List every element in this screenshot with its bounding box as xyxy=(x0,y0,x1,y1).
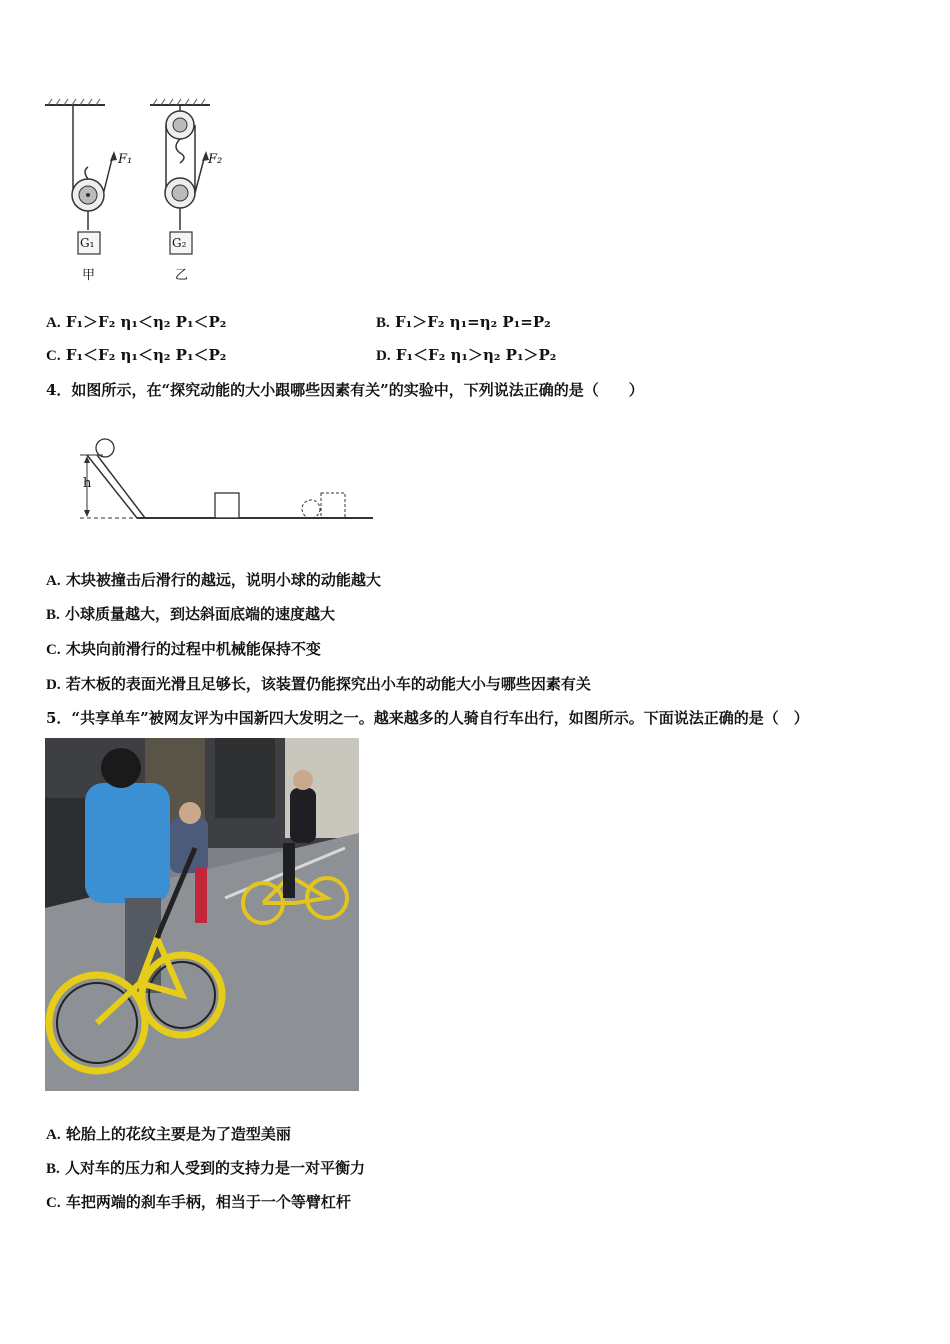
force-label-left: F₁ xyxy=(118,152,133,167)
q3-option-b[interactable]: B. F₁＞F₂ η₁=η₂ P₁=P₂ xyxy=(376,313,551,331)
height-label: h xyxy=(83,476,92,491)
weight-label-left: G₁ xyxy=(80,236,95,250)
q4-option-c[interactable]: C. 木块向前滑行的过程中机械能保持不变 xyxy=(46,640,321,658)
q4-stem: 4．如图所示，在“探究动能的大小跟哪些因素有关”的实验中，下列说法正确的是（ ） xyxy=(46,381,644,399)
kinetic-energy-diagram xyxy=(75,435,380,530)
q3-option-d[interactable]: D. F₁＜F₂ η₁＞η₂ P₁＞P₂ xyxy=(376,346,557,364)
bike-sharing-photo xyxy=(45,738,359,1091)
force-label-right: F₂ xyxy=(208,152,223,167)
figure-label-yi: 乙 xyxy=(175,268,189,283)
pulley-diagram xyxy=(40,95,240,290)
q5-option-c[interactable]: C. 车把两端的刹车手柄，相当于一个等臂杠杆 xyxy=(46,1193,351,1211)
q5-option-b[interactable]: B. 人对车的压力和人受到的支持力是一对平衡力 xyxy=(46,1159,366,1177)
figure-label-jia: 甲 xyxy=(82,268,96,283)
q4-option-a[interactable]: A. 木块被撞击后滑行的越远，说明小球的动能越大 xyxy=(46,571,381,589)
q3-option-c[interactable]: C. F₁＜F₂ η₁＜η₂ P₁＜P₂ xyxy=(46,346,227,364)
weight-label-right: G₂ xyxy=(172,236,187,250)
q5-stem: 5．“共享单车”被网友评为中国新四大发明之一。越来越多的人骑自行车出行，如图所示。下面说法正确的是（ ） xyxy=(46,709,809,727)
q4-option-d[interactable]: D. 若木板的表面光滑且足够长，该装置仍能探究出小车的动能大小与哪些因素有关 xyxy=(46,675,591,693)
q4-option-b[interactable]: B. 小球质量越大，到达斜面底端的速度越大 xyxy=(46,605,336,623)
q5-option-a[interactable]: A. 轮胎上的花纹主要是为了造型美丽 xyxy=(46,1125,291,1143)
q3-option-a[interactable]: A. F₁＞F₂ η₁＜η₂ P₁＜P₂ xyxy=(46,313,227,331)
